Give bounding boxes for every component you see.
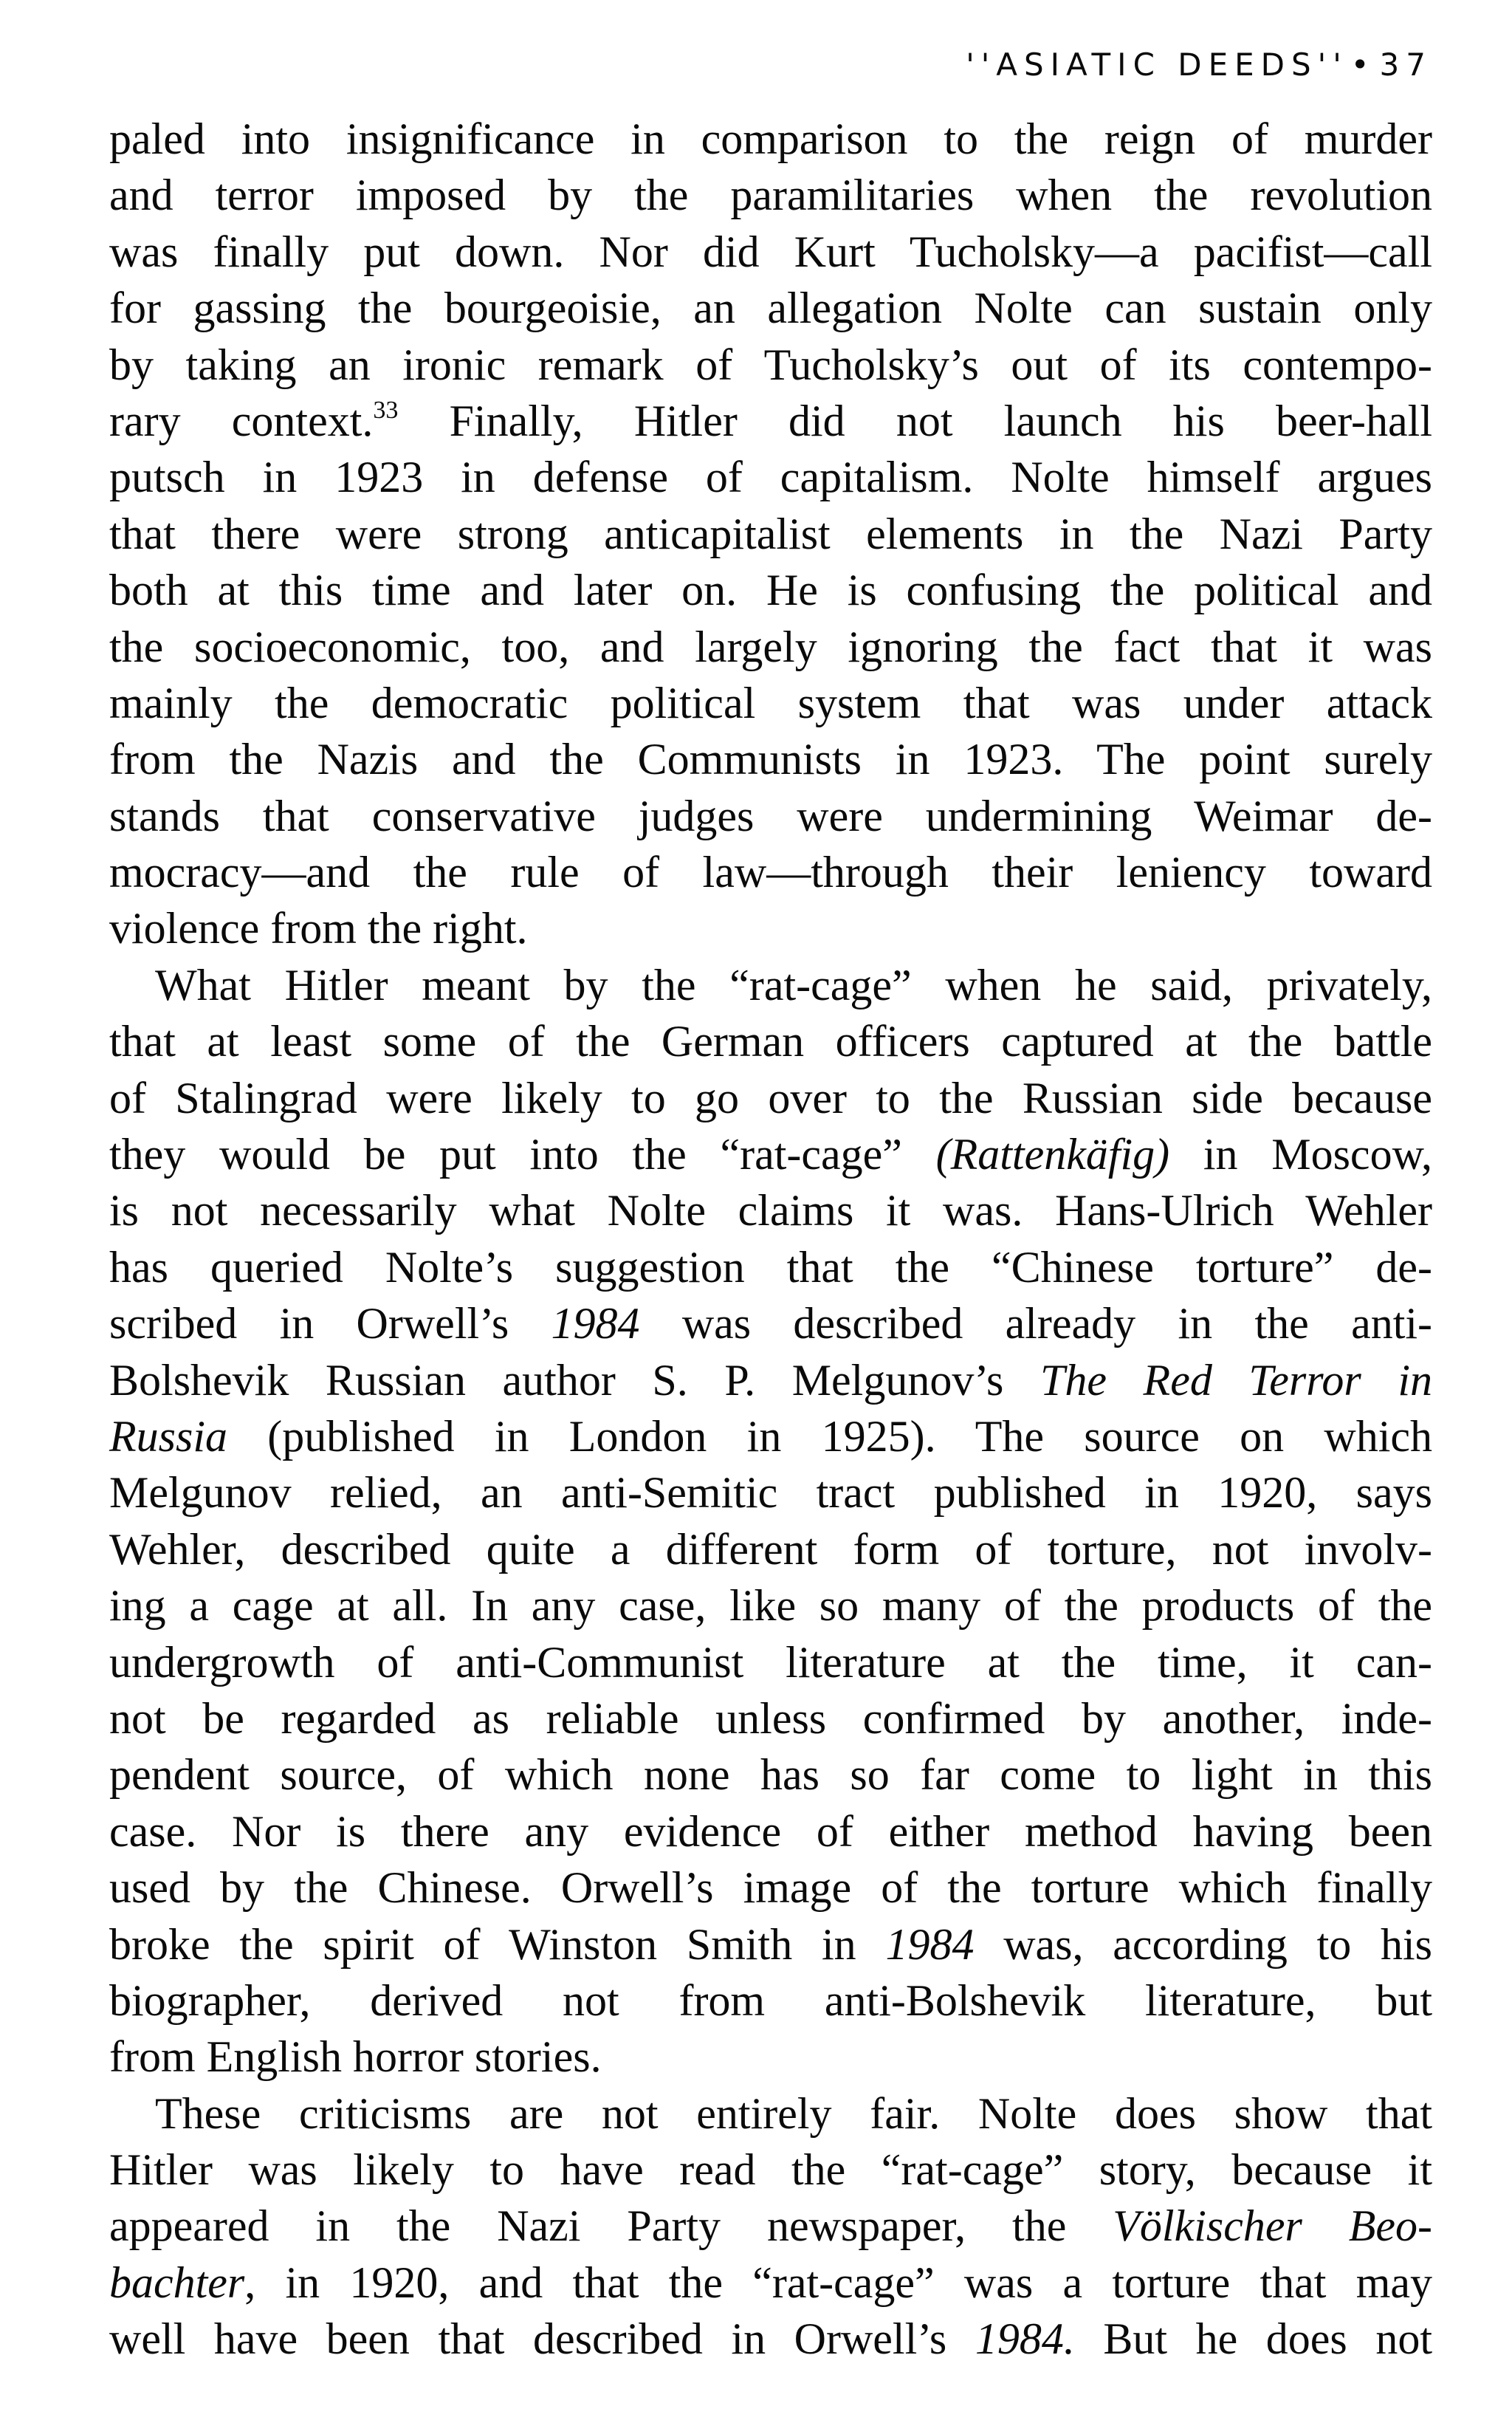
line-text: (published in London in 1925). The source on which (267, 1411, 1433, 1461)
text-line: is not necessarily what Nolte claims it was. Hans-Ulrich Wehler (109, 1186, 1432, 1235)
line-text: Finally, Hitler did not launch his beer-hall (449, 396, 1432, 445)
paragraph-3 (109, 2085, 1432, 2368)
text-line: violence from the right. (109, 904, 528, 953)
text-line: Melgunov relied, an anti-Semitic tract published in 1920, says (109, 1468, 1432, 1518)
line-text: scribed in Orwell’s (109, 1299, 509, 1348)
text-line: putsch in 1923 in defense of capitalism. Nolte himself argues (109, 453, 1432, 502)
text-line (109, 1408, 1432, 1464)
text-line: mocracy—and the rule of law—through their leniency toward (109, 848, 1432, 897)
running-head (966, 43, 1432, 87)
text-line: undergrowth of anti-Communist literature at the time, it can- (109, 1637, 1432, 1687)
text-line: pendent source, of which none has so far come to light in this (109, 1750, 1432, 1800)
line-text: in Moscow, (1203, 1130, 1432, 1179)
line-text: But he does not (1103, 2314, 1432, 2364)
text-line: that there were strong anticapitalist elements in the Nazi Party (109, 509, 1432, 558)
newspaper-title: bachter (109, 2258, 245, 2307)
book-title: 1984. (975, 2314, 1075, 2364)
text-line: What Hitler meant by the “rat-cage” when he said, privately, (155, 960, 1432, 1010)
text-line: Wehler, described quite a different form of torture, not involv- (109, 1524, 1432, 1574)
text-line: the socioeconomic, too, and largely ignoring the fact that it was (109, 622, 1432, 671)
text-line: case. Nor is there any evidence of either method having been (109, 1806, 1432, 1856)
text-line: and terror imposed by the paramilitaries when the revolution (109, 171, 1432, 220)
line-text: was described already in the anti- (681, 1299, 1433, 1348)
line-text: Bolshevik Russian author S. P. Melgunov’s (109, 1355, 1004, 1405)
newspaper-title: Völkischer Beo- (1113, 2201, 1433, 2251)
text-line: that at least some of the German officers captured at the battle (109, 1017, 1432, 1066)
text-line: Hitler was likely to have read the “rat-cage” story, because it (109, 2145, 1432, 2195)
text-line (109, 1916, 1432, 1972)
text-line: by taking an ironic remark of Tucholsky’s out of its contempo- (109, 340, 1432, 389)
italic-term: (Rattenkäfig) (935, 1130, 1170, 1179)
text-line: from the Nazis and the Communists in 1923. The point surely (109, 735, 1432, 784)
book-title: 1984 (885, 1919, 975, 1969)
text-line: both at this time and later on. He is confusing the political and (109, 566, 1432, 615)
line-text: , in 1920, and that the “rat-cage” was a torture that may (244, 2258, 1432, 2307)
text-line (109, 2198, 1432, 2254)
text-line (109, 1295, 1432, 1351)
text-line: ing a cage at all. In any case, like so many of the products of the (109, 1581, 1432, 1631)
text-line (109, 2311, 1432, 2367)
line-text: broke the spirit of Winston Smith in (109, 1919, 856, 1969)
page-number: 37 (1379, 47, 1432, 83)
text-line (109, 2255, 1432, 2311)
text-line: of Stalingrad were likely to go over to the Russian side because (109, 1073, 1432, 1122)
text-line: from English horror stories. (109, 2032, 602, 2082)
footnote-marker: 33 (373, 396, 399, 424)
line-text: rary context. (109, 396, 374, 445)
text-line: These criticisms are not entirely fair. Nolte does show that (155, 2088, 1432, 2138)
text-line (109, 1352, 1432, 1408)
running-head-title: ''ASIATIC DEEDS'' (966, 47, 1348, 83)
paragraph-1 (109, 111, 1432, 957)
book-title: 1984 (551, 1299, 640, 1348)
line-text: well have been that described in Orwell’s (109, 2314, 947, 2364)
text-line: for gassing the bourgeoisie, an allegation Nolte can sustain only (109, 284, 1432, 333)
text-line (109, 1126, 1432, 1182)
bullet-separator-icon: • (1350, 47, 1370, 83)
text-line: used by the Chinese. Orwell’s image of the torture which finally (109, 1863, 1432, 1913)
text-line: biographer, derived not from anti-Bolshevik literature, but (109, 1975, 1432, 2025)
text-line: mainly the democratic political system that was under attack (109, 678, 1432, 727)
line-text: was, according to his (1003, 1919, 1433, 1969)
line-text: they would be put into the “rat-cage” (109, 1130, 902, 1179)
text-line: not be regarded as reliable unless confirmed by another, inde- (109, 1693, 1432, 1743)
text-line (109, 393, 1432, 449)
text-line: paled into insignificance in comparison to the reign of murder (109, 114, 1432, 163)
text-line: has queried Nolte’s suggestion that the “Chinese torture” de- (109, 1242, 1432, 1292)
text-line: was finally put down. Nor did Kurt Tucholsky—a pacifist—call (109, 227, 1432, 276)
book-title: Russia (109, 1411, 228, 1461)
text-line: stands that conservative judges were undermining Weimar de- (109, 791, 1432, 840)
book-title: The Red Terror in (1040, 1355, 1432, 1405)
body-text (109, 111, 1432, 2368)
paragraph-2 (109, 957, 1432, 2085)
line-text: appeared in the Nazi Party newspaper, the (109, 2201, 1067, 2251)
